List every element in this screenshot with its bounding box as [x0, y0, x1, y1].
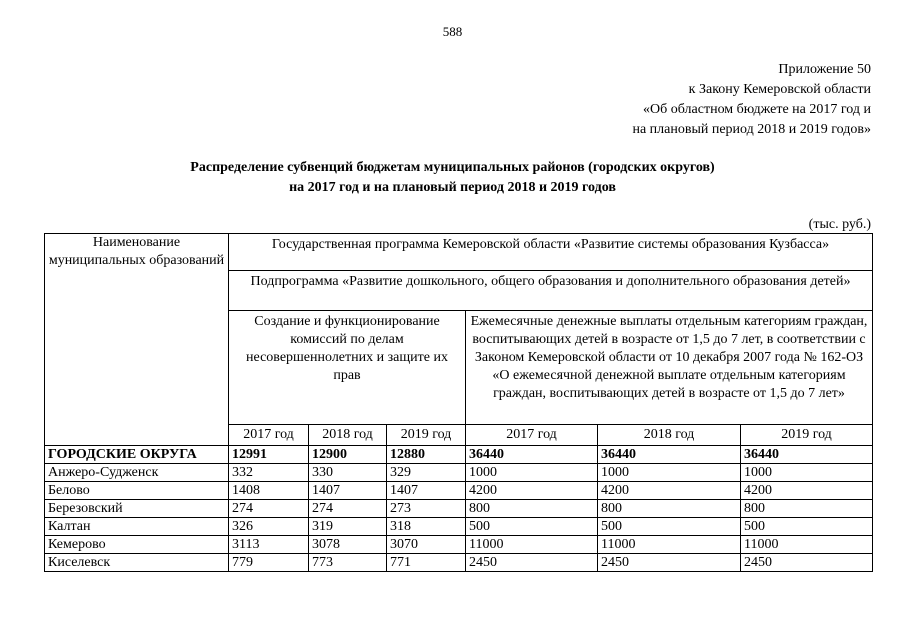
cell-value: 11000 [741, 536, 873, 554]
row-name: ГОРОДСКИЕ ОКРУГА [45, 446, 229, 464]
measure-commissions-header: Создание и функционирование комиссий по делам несовершеннолетних и защите их прав [229, 311, 466, 425]
cell-value: 4200 [741, 482, 873, 500]
cell-value: 1000 [466, 464, 598, 482]
cell-value: 500 [741, 518, 873, 536]
cell-value: 2450 [466, 554, 598, 572]
table-row [45, 464, 873, 482]
cell-value: 771 [387, 554, 466, 572]
table-row [45, 554, 873, 572]
row-name: Белово [45, 482, 229, 500]
appendix-line-1: Приложение 50 [778, 62, 871, 77]
cell-value: 773 [309, 554, 387, 572]
cell-value: 3078 [309, 536, 387, 554]
municipality-column-header: Наименование муниципальных образований [45, 234, 229, 446]
cell-value: 2450 [598, 554, 741, 572]
appendix-line-4: на плановый период 2018 и 2019 годов» [632, 122, 871, 137]
cell-value: 36440 [466, 446, 598, 464]
cell-value: 330 [309, 464, 387, 482]
subprogram-header: Подпрограмма «Развитие дошкольного, общего образования и дополнительного образования детей» [229, 271, 873, 311]
page-number: 588 [442, 24, 463, 39]
table-row [45, 446, 873, 464]
title-line-1: Распределение субвенций бюджетам муниципальных районов (городских округов) [190, 160, 715, 175]
cell-value: 4200 [466, 482, 598, 500]
cell-value: 11000 [598, 536, 741, 554]
row-name: Анжеро-Судженск [45, 464, 229, 482]
appendix-line-3: «Об областном бюджете на 2017 год и [643, 102, 871, 117]
cell-value: 500 [466, 518, 598, 536]
cell-value: 4200 [598, 482, 741, 500]
units-label: (тыс. руб.) [808, 217, 871, 232]
program-header: Государственная программа Кемеровской области «Развитие системы образования Кузбасса» [229, 234, 873, 271]
title-line-2: на 2017 год и на плановый период 2018 и 2019 годов [289, 180, 616, 195]
cell-value: 274 [229, 500, 309, 518]
table-row [45, 500, 873, 518]
row-name: Кемерово [45, 536, 229, 554]
subsidy-table [44, 233, 873, 572]
table-row [45, 536, 873, 554]
cell-value: 12880 [387, 446, 466, 464]
cell-value: 500 [598, 518, 741, 536]
row-name: Калтан [45, 518, 229, 536]
cell-value: 1000 [598, 464, 741, 482]
year-header: 2018 год [309, 425, 387, 446]
measure-payments-header: Ежемесячные денежные выплаты отдельным категориям граждан, воспитывающих детей в возрасте от 1,5 до 7 лет, в соответствии с Законом Кемеровской области от 10 декабря 2007 года № 162-ОЗ «О ежемесячной денежной выплате отдельным категориям граждан, воспитывающих детей в возрасте от 1,5 до 7 лет» [466, 311, 873, 425]
year-header: 2019 год [741, 425, 873, 446]
year-header: 2018 год [598, 425, 741, 446]
appendix-header [632, 60, 871, 140]
document-title [0, 158, 905, 198]
row-name: Киселевск [45, 554, 229, 572]
cell-value: 1408 [229, 482, 309, 500]
cell-value: 326 [229, 518, 309, 536]
cell-value: 318 [387, 518, 466, 536]
cell-value: 2450 [741, 554, 873, 572]
cell-value: 779 [229, 554, 309, 572]
cell-value: 1000 [741, 464, 873, 482]
table-row [45, 518, 873, 536]
row-name: Березовский [45, 500, 229, 518]
year-header: 2017 год [229, 425, 309, 446]
cell-value: 1407 [387, 482, 466, 500]
cell-value: 12991 [229, 446, 309, 464]
appendix-line-2: к Закону Кемеровской области [688, 82, 871, 97]
cell-value: 274 [309, 500, 387, 518]
cell-value: 1407 [309, 482, 387, 500]
cell-value: 3070 [387, 536, 466, 554]
cell-value: 329 [387, 464, 466, 482]
cell-value: 800 [466, 500, 598, 518]
cell-value: 36440 [598, 446, 741, 464]
cell-value: 12900 [309, 446, 387, 464]
cell-value: 800 [741, 500, 873, 518]
table-row [45, 482, 873, 500]
cell-value: 319 [309, 518, 387, 536]
year-header: 2017 год [466, 425, 598, 446]
cell-value: 3113 [229, 536, 309, 554]
cell-value: 332 [229, 464, 309, 482]
cell-value: 11000 [466, 536, 598, 554]
cell-value: 273 [387, 500, 466, 518]
cell-value: 36440 [741, 446, 873, 464]
cell-value: 800 [598, 500, 741, 518]
year-header: 2019 год [387, 425, 466, 446]
